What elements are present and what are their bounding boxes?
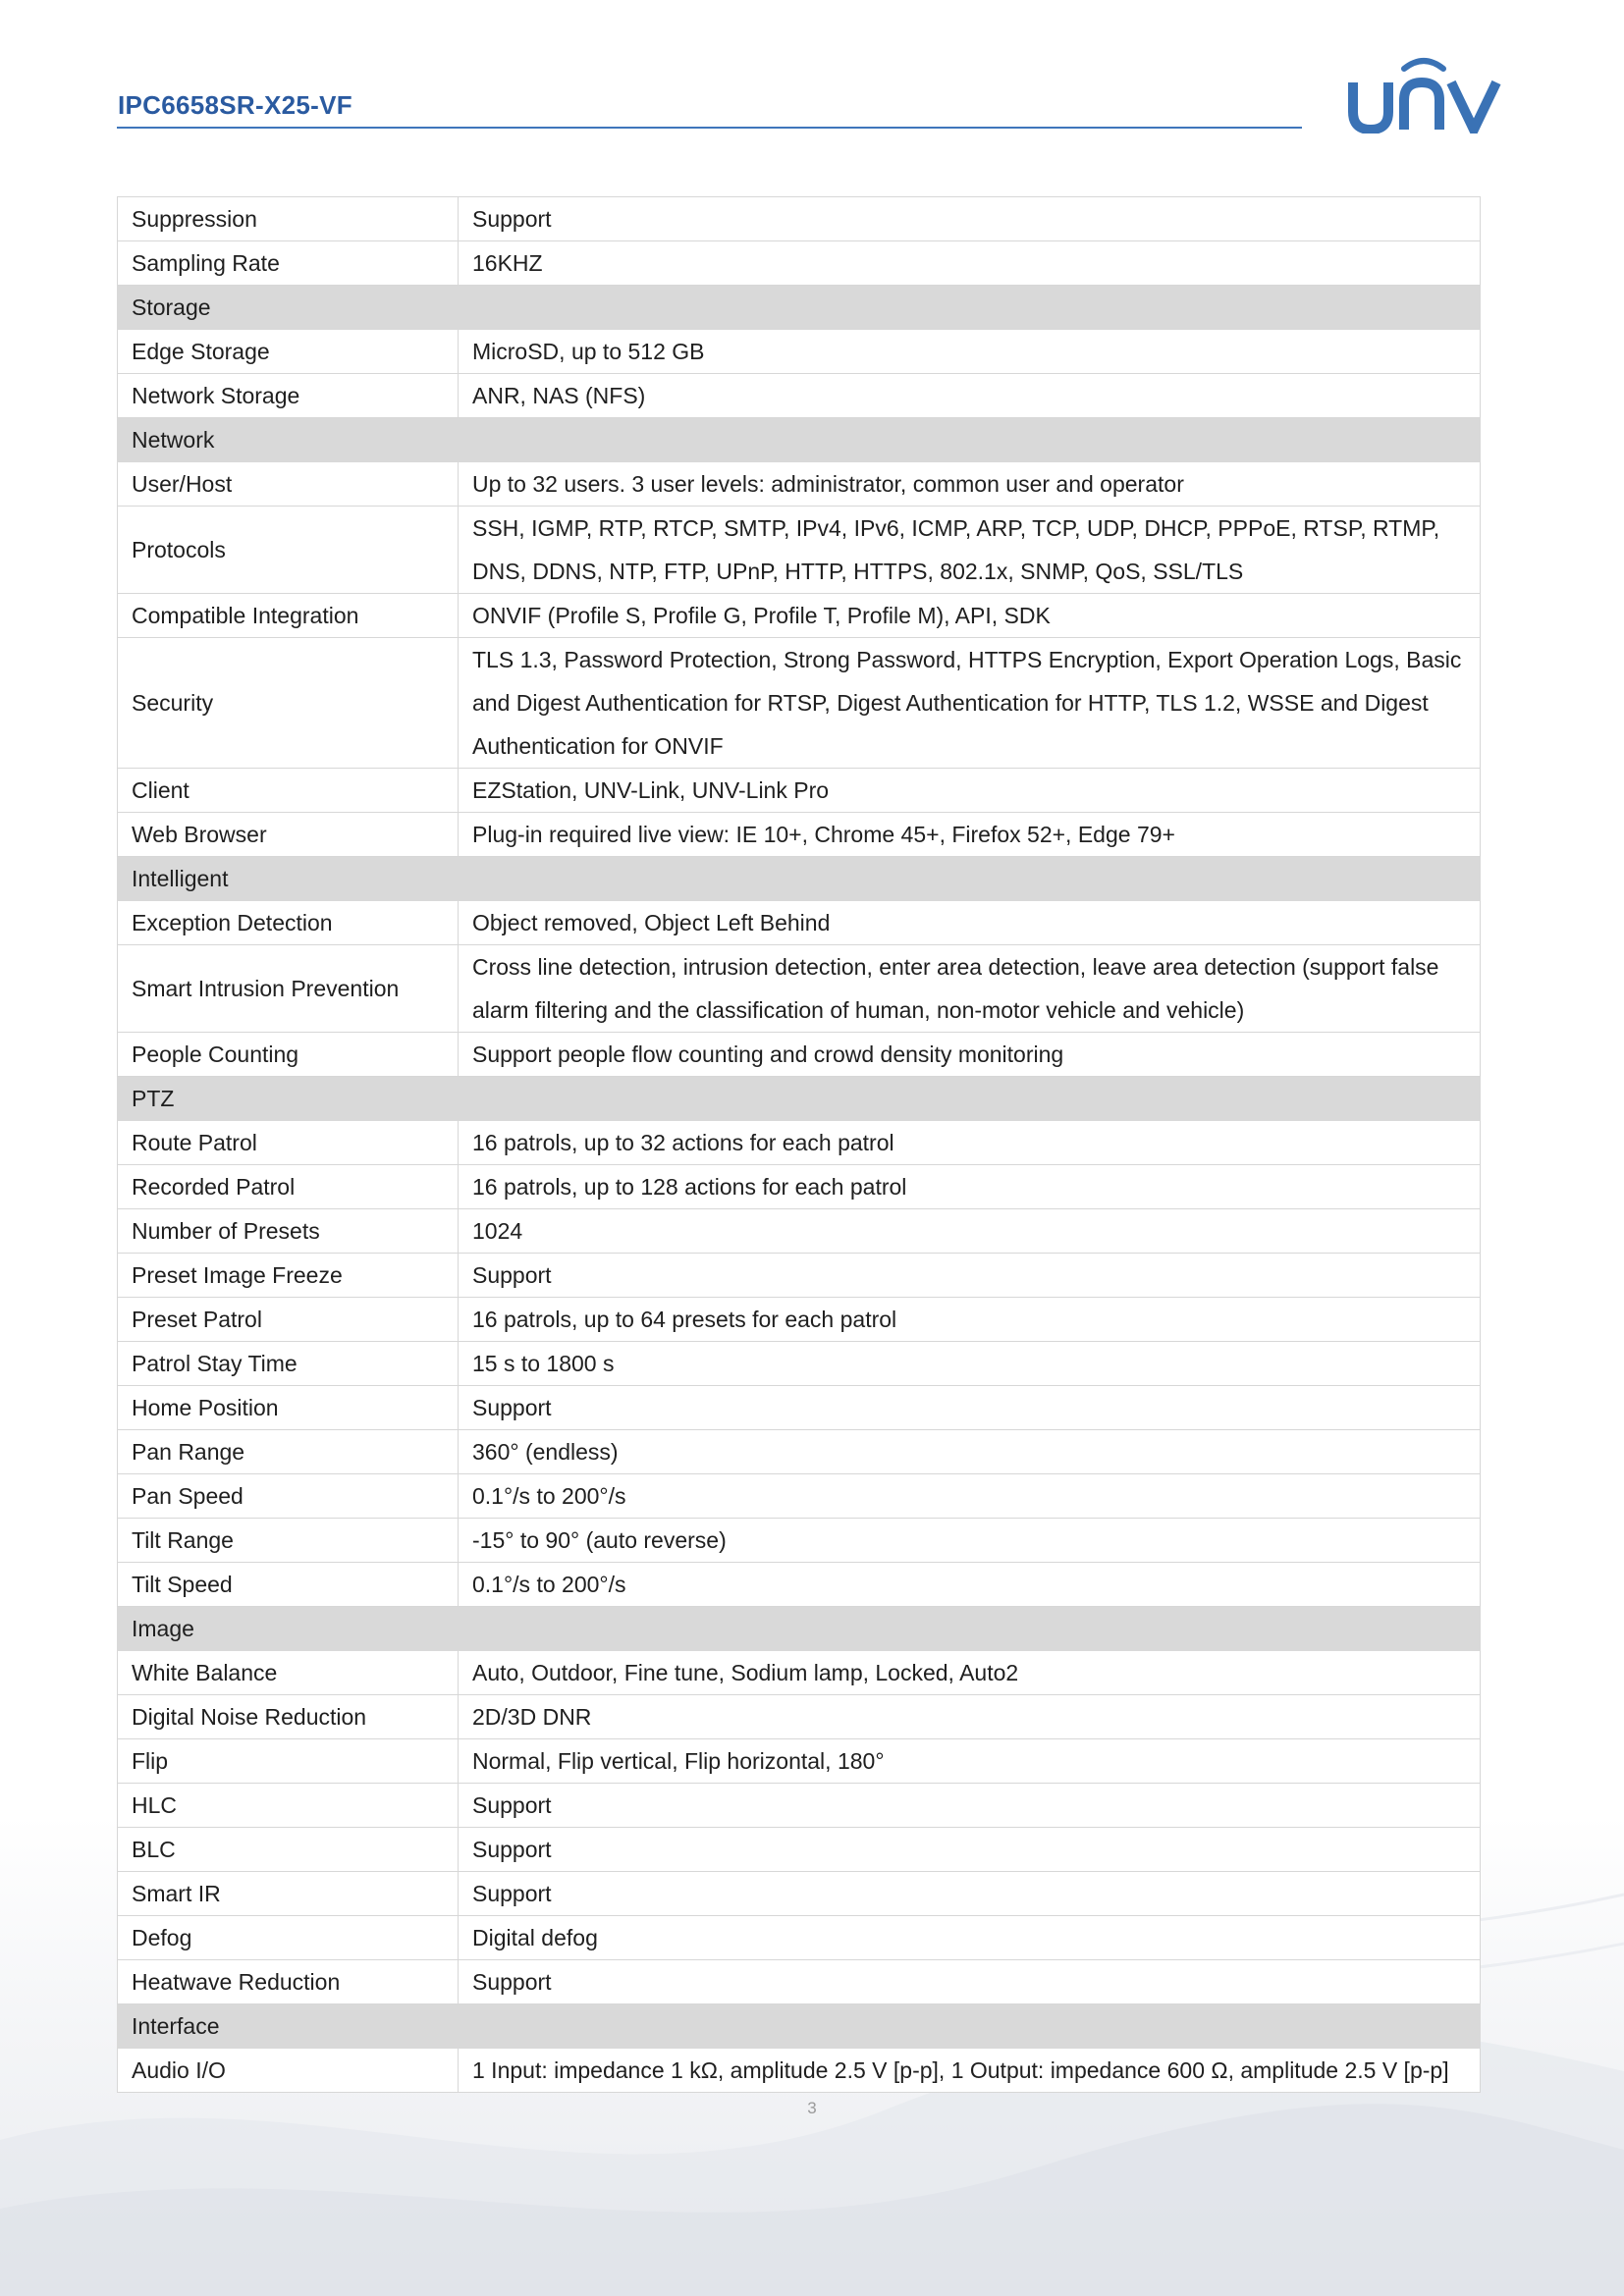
- table-row: [118, 2049, 1481, 2093]
- table-row: [118, 1121, 1481, 1165]
- spec-label: Edge Storage: [118, 330, 459, 374]
- spec-label: Home Position: [118, 1386, 459, 1430]
- spec-value: Up to 32 users. 3 user levels: administrator, common user and operator: [459, 462, 1481, 507]
- section-header: [118, 857, 1481, 901]
- spec-value: Plug-in required live view: IE 10+, Chrome 45+, Firefox 52+, Edge 79+: [459, 813, 1481, 857]
- section-label: Intelligent: [118, 857, 1481, 901]
- spec-value: 360° (endless): [459, 1430, 1481, 1474]
- table-row: [118, 1519, 1481, 1563]
- section-header: [118, 1607, 1481, 1651]
- section-label: Storage: [118, 286, 1481, 330]
- table-row: [118, 901, 1481, 945]
- table-row: [118, 638, 1481, 769]
- spec-value: Support: [459, 1784, 1481, 1828]
- spec-label: Smart IR: [118, 1872, 459, 1916]
- spec-label: HLC: [118, 1784, 459, 1828]
- spec-label: Client: [118, 769, 459, 813]
- spec-value: 1 Input: impedance 1 kΩ, amplitude 2.5 V [p-p], 1 Output: impedance 600 Ω, amplitude 2.5 V [p-p]: [459, 2049, 1481, 2093]
- unv-logo: [1345, 55, 1502, 133]
- spec-table: [117, 196, 1481, 2093]
- section-label: Interface: [118, 2004, 1481, 2049]
- spec-value: 16 patrols, up to 128 actions for each patrol: [459, 1165, 1481, 1209]
- table-row: [118, 1739, 1481, 1784]
- section-label: PTZ: [118, 1077, 1481, 1121]
- spec-value: SSH, IGMP, RTP, RTCP, SMTP, IPv4, IPv6, ICMP, ARP, TCP, UDP, DHCP, PPPoE, RTSP, RTMP, DNS, DDNS, NTP, FTP, UPnP, HTTP, HTTPS, 802.1x, SNMP, QoS, SSL/TLS: [459, 507, 1481, 594]
- spec-label: Sampling Rate: [118, 241, 459, 286]
- spec-value: Support people flow counting and crowd density monitoring: [459, 1033, 1481, 1077]
- spec-value: Support: [459, 1386, 1481, 1430]
- spec-value: 0.1°/s to 200°/s: [459, 1474, 1481, 1519]
- spec-label: Security: [118, 638, 459, 769]
- spec-label: Patrol Stay Time: [118, 1342, 459, 1386]
- table-row: [118, 1033, 1481, 1077]
- table-row: [118, 1342, 1481, 1386]
- spec-label: Preset Image Freeze: [118, 1254, 459, 1298]
- table-row: [118, 594, 1481, 638]
- spec-label: Tilt Speed: [118, 1563, 459, 1607]
- table-row: [118, 1695, 1481, 1739]
- section-header: [118, 2004, 1481, 2049]
- table-row: [118, 1209, 1481, 1254]
- spec-label: Route Patrol: [118, 1121, 459, 1165]
- spec-value: Support: [459, 197, 1481, 241]
- table-row: [118, 1563, 1481, 1607]
- table-row: [118, 1916, 1481, 1960]
- section-label: Network: [118, 418, 1481, 462]
- spec-label: Number of Presets: [118, 1209, 459, 1254]
- table-row: [118, 1784, 1481, 1828]
- spec-value: EZStation, UNV-Link, UNV-Link Pro: [459, 769, 1481, 813]
- table-row: [118, 462, 1481, 507]
- spec-label: Pan Range: [118, 1430, 459, 1474]
- table-row: [118, 1430, 1481, 1474]
- spec-value: Digital defog: [459, 1916, 1481, 1960]
- spec-label: Pan Speed: [118, 1474, 459, 1519]
- table-row: [118, 945, 1481, 1033]
- spec-value: 15 s to 1800 s: [459, 1342, 1481, 1386]
- spec-label: Flip: [118, 1739, 459, 1784]
- spec-value: 0.1°/s to 200°/s: [459, 1563, 1481, 1607]
- spec-label: Smart Intrusion Prevention: [118, 945, 459, 1033]
- page-title: IPC6658SR-X25-VF: [118, 90, 352, 120]
- spec-value: 2D/3D DNR: [459, 1695, 1481, 1739]
- spec-value: Normal, Flip vertical, Flip horizontal, 180°: [459, 1739, 1481, 1784]
- table-row: [118, 197, 1481, 241]
- table-row: [118, 374, 1481, 418]
- spec-label: Suppression: [118, 197, 459, 241]
- table-row: [118, 1165, 1481, 1209]
- spec-value: Support: [459, 1872, 1481, 1916]
- spec-label: User/Host: [118, 462, 459, 507]
- spec-label: Protocols: [118, 507, 459, 594]
- table-row: [118, 1386, 1481, 1430]
- spec-label: Compatible Integration: [118, 594, 459, 638]
- spec-label: Recorded Patrol: [118, 1165, 459, 1209]
- table-row: [118, 813, 1481, 857]
- spec-label: Preset Patrol: [118, 1298, 459, 1342]
- spec-label: People Counting: [118, 1033, 459, 1077]
- spec-label: BLC: [118, 1828, 459, 1872]
- section-header: [118, 418, 1481, 462]
- spec-value: Auto, Outdoor, Fine tune, Sodium lamp, Locked, Auto2: [459, 1651, 1481, 1695]
- table-row: [118, 1298, 1481, 1342]
- table-row: [118, 1651, 1481, 1695]
- table-row: [118, 1474, 1481, 1519]
- spec-label: Exception Detection: [118, 901, 459, 945]
- table-row: [118, 1872, 1481, 1916]
- spec-value: ONVIF (Profile S, Profile G, Profile T, Profile M), API, SDK: [459, 594, 1481, 638]
- section-header: [118, 1077, 1481, 1121]
- spec-value: 16 patrols, up to 32 actions for each patrol: [459, 1121, 1481, 1165]
- header-divider: [117, 127, 1302, 129]
- spec-label: Defog: [118, 1916, 459, 1960]
- spec-label: White Balance: [118, 1651, 459, 1695]
- table-row: [118, 330, 1481, 374]
- spec-label: Heatwave Reduction: [118, 1960, 459, 2004]
- table-row: [118, 1828, 1481, 1872]
- spec-value: Object removed, Object Left Behind: [459, 901, 1481, 945]
- spec-value: TLS 1.3, Password Protection, Strong Password, HTTPS Encryption, Export Operation Logs, Basic and Digest Authentication for RTSP, Digest Authentication for HTTP, TLS 1.2, WSSE and Digest Authentication for ONVIF: [459, 638, 1481, 769]
- page-number: 3: [807, 2099, 817, 2117]
- spec-label: Tilt Range: [118, 1519, 459, 1563]
- table-row: [118, 507, 1481, 594]
- spec-value: Support: [459, 1828, 1481, 1872]
- table-row: [118, 1960, 1481, 2004]
- table-row: [118, 769, 1481, 813]
- spec-value: ANR, NAS (NFS): [459, 374, 1481, 418]
- spec-label: Audio I/O: [118, 2049, 459, 2093]
- spec-label: Digital Noise Reduction: [118, 1695, 459, 1739]
- spec-value: 16 patrols, up to 64 presets for each patrol: [459, 1298, 1481, 1342]
- spec-value: Cross line detection, intrusion detection, enter area detection, leave area detection (support false alarm filtering and the classification of human, non-motor vehicle and vehicle): [459, 945, 1481, 1033]
- section-label: Image: [118, 1607, 1481, 1651]
- spec-value: 1024: [459, 1209, 1481, 1254]
- spec-label: Web Browser: [118, 813, 459, 857]
- spec-label: Network Storage: [118, 374, 459, 418]
- spec-value: MicroSD, up to 512 GB: [459, 330, 1481, 374]
- table-row: [118, 241, 1481, 286]
- spec-value: -15° to 90° (auto reverse): [459, 1519, 1481, 1563]
- table-row: [118, 1254, 1481, 1298]
- spec-value: 16KHZ: [459, 241, 1481, 286]
- spec-value: Support: [459, 1960, 1481, 2004]
- spec-value: Support: [459, 1254, 1481, 1298]
- section-header: [118, 286, 1481, 330]
